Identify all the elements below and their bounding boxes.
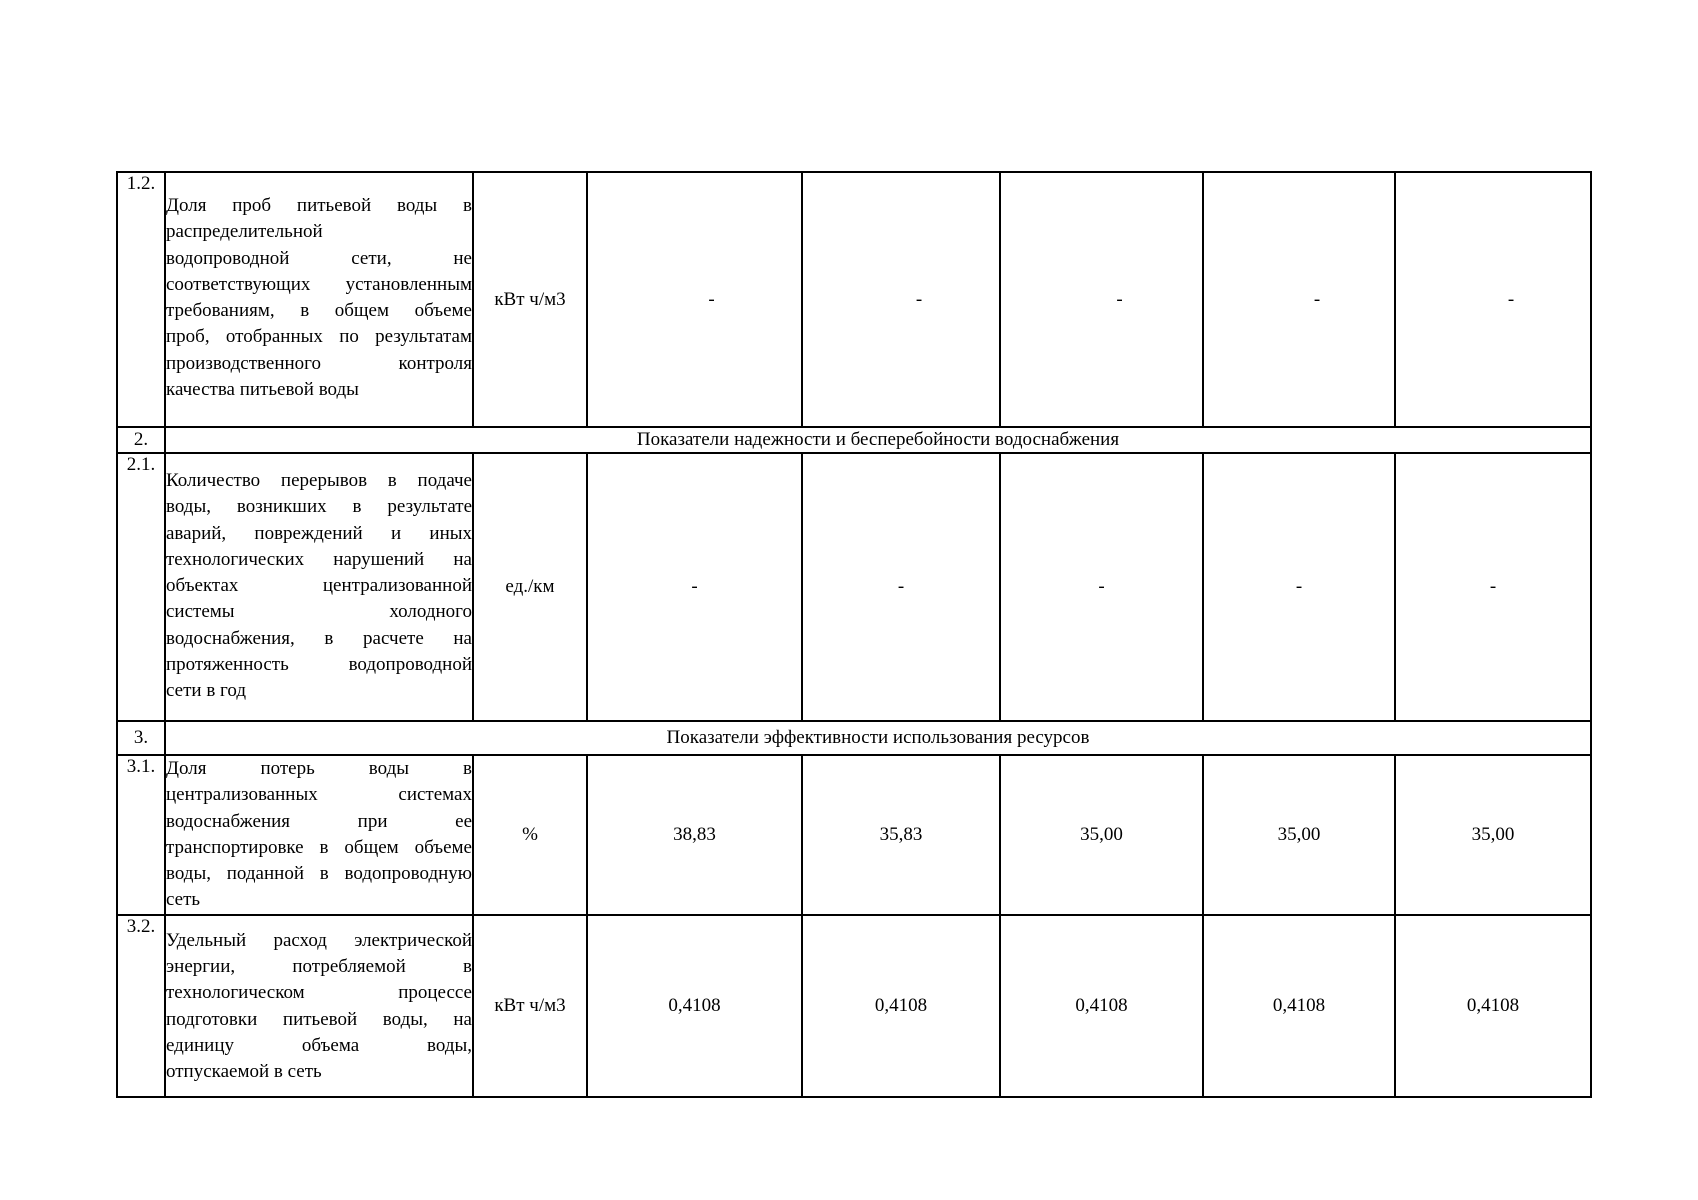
row-value: - [802, 172, 1000, 427]
desc-line: единицу объема воды, [166, 1034, 472, 1056]
desc-line: сети в год [166, 680, 246, 702]
row-description [165, 755, 473, 915]
desc-line: сеть [166, 889, 201, 911]
desc-line: технологических нарушений на [166, 548, 472, 570]
desc-line: соответствующих установленным [166, 273, 472, 295]
row-number: 3.1. [117, 755, 165, 915]
desc-line: воды, поданной в водопроводную [166, 863, 472, 885]
row-value: - [1000, 453, 1203, 721]
table-row [117, 172, 1591, 427]
row-value: 0,4108 [1000, 915, 1203, 1097]
row-value: 0,4108 [1203, 915, 1395, 1097]
row-value: 0,4108 [587, 915, 802, 1097]
row-unit: кВт ч/м3 [473, 172, 587, 427]
section-number: 2. [117, 427, 165, 453]
row-unit: кВт ч/м3 [473, 915, 587, 1097]
row-description [165, 172, 473, 427]
section-number: 3. [117, 721, 165, 755]
desc-line: централизованных системах [166, 784, 472, 806]
row-value: - [587, 172, 802, 427]
desc-line: качества питьевой воды [166, 379, 359, 401]
desc-line: энергии, потребляемой в [166, 956, 472, 978]
desc-line: проб, отобранных по результатам [166, 326, 472, 348]
row-value: - [802, 453, 1000, 721]
section-title: Показатели надежности и бесперебойности водоснабжения [165, 427, 1591, 453]
desc-line: Доля потерь воды в [166, 758, 472, 779]
row-number: 1.2. [117, 172, 165, 427]
section-title: Показатели эффективности использования ресурсов [165, 721, 1591, 755]
desc-line: Доля проб питьевой воды в [166, 195, 472, 216]
row-description [165, 453, 473, 721]
row-value: 0,4108 [1395, 915, 1591, 1097]
desc-line: объектах централизованной [166, 575, 472, 597]
row-value: - [587, 453, 802, 721]
row-unit: % [473, 755, 587, 915]
row-number: 3.2. [117, 915, 165, 1097]
desc-line: протяженность водопроводной [166, 654, 472, 676]
desc-line: требованиям, в общем объеме [166, 300, 472, 322]
table-row [117, 915, 1591, 1097]
row-value: 35,00 [1000, 755, 1203, 915]
row-value: - [1203, 453, 1395, 721]
row-description [165, 915, 473, 1097]
table-row [117, 453, 1591, 721]
section-header-row [117, 427, 1591, 453]
desc-line: производственного контроля [166, 352, 472, 374]
desc-line: воды, возникших в результате [166, 496, 472, 518]
desc-line: водопроводной сети, не [166, 247, 472, 269]
desc-line: Удельный расход электрической [166, 929, 472, 951]
desc-line: аварий, повреждений и иных [166, 522, 472, 544]
desc-line: Количество перерывов в подаче [166, 470, 472, 491]
desc-line: системы холодного [166, 601, 472, 623]
row-value: 35,00 [1203, 755, 1395, 915]
row-value: 35,83 [802, 755, 1000, 915]
indicators-table [116, 171, 1592, 1098]
desc-line: отпускаемой в сеть [166, 1061, 322, 1083]
row-value: 38,83 [587, 755, 802, 915]
row-number: 2.1. [117, 453, 165, 721]
row-value: - [1000, 172, 1203, 427]
desc-line: водоснабжения, в расчете на [166, 627, 472, 649]
row-unit: ед./км [473, 453, 587, 721]
desc-line: технологическом процессе [166, 982, 472, 1004]
desc-line: подготовки питьевой воды, на [166, 1008, 472, 1030]
row-value: - [1395, 453, 1591, 721]
row-value: - [1395, 172, 1591, 427]
table-row [117, 755, 1591, 915]
section-header-row [117, 721, 1591, 755]
desc-line: распределительной [166, 221, 323, 243]
desc-line: водоснабжения при ее [166, 810, 472, 832]
row-value: 35,00 [1395, 755, 1591, 915]
row-value: - [1203, 172, 1395, 427]
desc-line: транспортировке в общем объеме [166, 836, 472, 858]
row-value: 0,4108 [802, 915, 1000, 1097]
